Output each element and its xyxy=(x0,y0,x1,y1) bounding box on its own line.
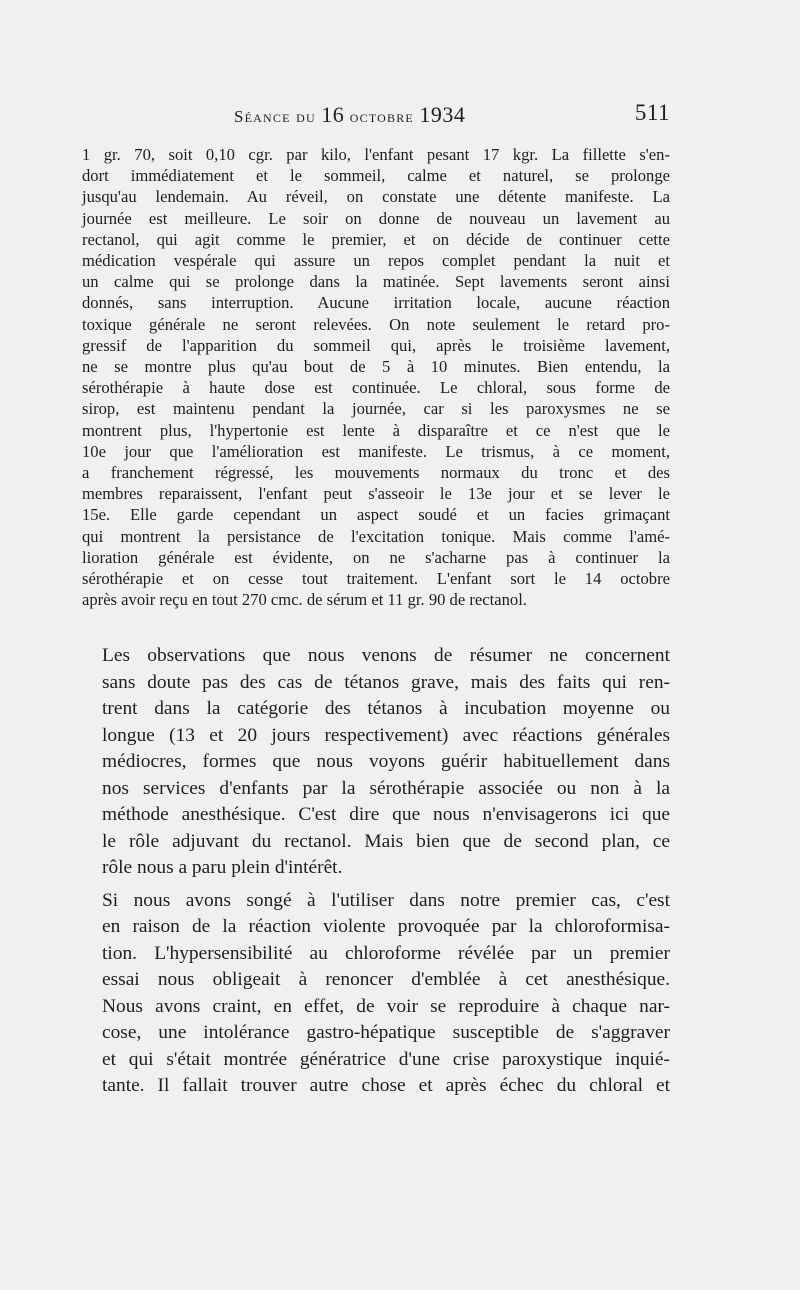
observation-line: 1 gr. 70, soit 0,10 cgr. par kilo, l'enfant pesant 17 kgr. La fillette s'en- xyxy=(82,145,670,164)
paragraph-line: essai nous obligeait à renoncer d'emblée à cet anesthésique. xyxy=(102,969,670,990)
observation-line: un calme qui se prolonge dans la matinée. Sept lavements seront ainsi xyxy=(82,272,670,292)
observation-line: dort immédiatement et le sommeil, calme et naturel, se prolonge xyxy=(82,166,670,186)
observation-line: toxique générale ne seront relevées. On note seulement le retard pro- xyxy=(82,314,670,334)
paragraph-line: longue (13 et 20 jours respectivement) avec réactions générales xyxy=(102,724,670,746)
paragraph-line: tante. Il fallait trouver autre chose et après échec du chloral et xyxy=(102,1075,670,1096)
paragraph-line: médiocres, formes que nous voyons guérir habituellement dans xyxy=(102,751,670,772)
running-title-month: octobre xyxy=(349,107,414,126)
page-number: 511 xyxy=(634,100,670,125)
observation-line: sérothérapie et on cesse tout traitement. L'enfant sort le 14 octobre xyxy=(82,569,670,589)
running-head xyxy=(82,100,670,130)
observation-line: jusqu'au lendemain. Au réveil, on constate une détente manifeste. La xyxy=(82,187,670,207)
running-title-year: 1934 xyxy=(419,102,466,127)
paragraph-2 xyxy=(82,888,670,1100)
paragraph-line: cose, une intolérance gastro-hépatique susceptible de s'aggraver xyxy=(102,1022,670,1043)
observation-line: a franchement régressé, les mouvements normaux du tronc et des xyxy=(82,463,670,483)
observation-line: donnés, sans interruption. Aucune irritation locale, aucune réaction xyxy=(82,293,670,313)
observation-line: médication vespérale qui assure un repos complet pendant la nuit et xyxy=(82,251,670,271)
body-text xyxy=(82,643,670,1100)
paragraph-line: et qui s'était montrée génératrice d'une crise paroxystique inquié- xyxy=(102,1048,670,1070)
observation-text xyxy=(82,144,670,610)
observation-line: gressif de l'apparition du sommeil qui, après le troisième lavement, xyxy=(82,335,670,355)
paragraph-line: sans doute pas des cas de tétanos grave, mais des faits qui ren- xyxy=(102,671,670,693)
paragraph-line: le rôle adjuvant du rectanol. Mais bien que de second plan, ce xyxy=(102,830,670,852)
observation-line: montrent plus, l'hypertonie est lente à disparaître et ce n'est que le xyxy=(82,420,670,440)
running-title-day: 16 xyxy=(321,102,345,127)
paragraph-line: trent dans la catégorie des tétanos à incubation moyenne ou xyxy=(102,698,670,719)
running-title-prefix: Séance du xyxy=(234,107,316,126)
paragraph-line: nos services d'enfants par la sérothérapie associée ou non à la xyxy=(102,777,670,799)
paragraph-1 xyxy=(82,643,670,882)
observation-line: sérothérapie à haute dose est continuée. Le chloral, sous forme de xyxy=(82,378,670,398)
observation-line: sirop, est maintenu pendant la journée, car si les paroxysmes ne se xyxy=(82,399,670,419)
observation-line: 10e jour que l'amélioration est manifeste. Le trismus, à ce moment, xyxy=(82,441,670,461)
paragraph-line: Nous avons craint, en effet, de voir se reproduire à chaque nar- xyxy=(102,995,670,1017)
running-title xyxy=(234,102,465,128)
observation-line: ne se montre plus qu'au bout de 5 à 10 minutes. Bien entendu, la xyxy=(82,357,670,377)
observation-line: qui montrent la persistance de l'excitation tonique. Mais comme l'amé- xyxy=(82,526,670,546)
paragraph-line: tion. L'hypersensibilité au chloroforme révélée par un premier xyxy=(102,942,670,964)
observation-line: lioration générale est évidente, on ne s'acharne pas à continuer la xyxy=(82,547,670,567)
paragraph-line: méthode anesthésique. C'est dire que nous n'envisagerons ici que xyxy=(102,804,670,825)
observation-line: rectanol, qui agit comme le premier, et on décide de continuer cette xyxy=(82,229,670,249)
observation-line: après avoir reçu en tout 270 cmc. de sérum et 11 gr. 90 de rectanol. xyxy=(82,590,527,610)
paragraph-line: rôle nous a paru plein d'intérêt. xyxy=(102,857,343,878)
observation-line: 15e. Elle garde cependant un aspect soudé et un facies grimaçant xyxy=(82,505,670,525)
observation-line: membres reparaissent, l'enfant peut s'asseoir le 13e jour et se lever le xyxy=(82,484,670,504)
paragraph-line: en raison de la réaction violente provoquée par la chloroformisa- xyxy=(102,916,670,937)
paragraph-line: Les observations que nous venons de résumer ne concernent xyxy=(102,645,670,666)
observation-line: journée est meilleure. Le soir on donne de nouveau un lavement au xyxy=(82,208,670,228)
paragraph-line: Si nous avons songé à l'utiliser dans notre premier cas, c'est xyxy=(102,889,670,911)
